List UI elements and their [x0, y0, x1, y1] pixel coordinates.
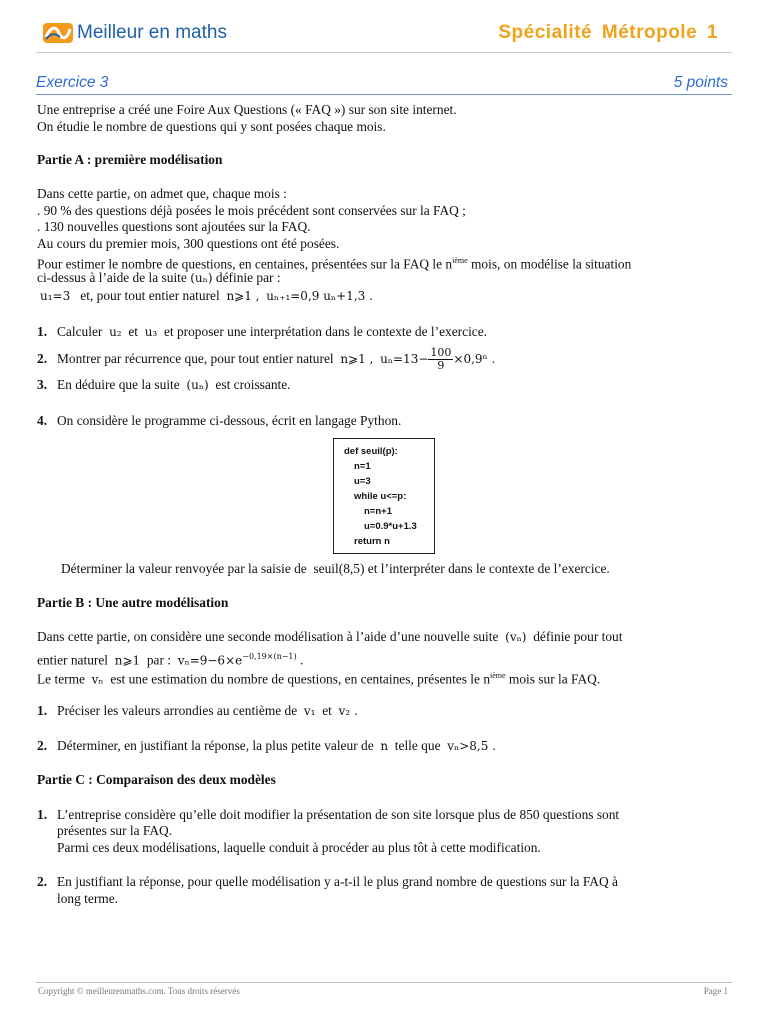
brand-name: Meilleur en maths [77, 22, 227, 43]
question-number: 1. [37, 703, 48, 718]
text-segment: est croissante. [215, 377, 291, 392]
code-line: return n [354, 536, 390, 547]
text-line: . 130 nouvelles questions sont ajoutées sur la FAQ. [37, 219, 311, 234]
text-line: long terme. [57, 891, 118, 906]
text-segment: et proposer une interprétation dans le contexte de l’exercice. [163, 324, 488, 339]
math-u3: u₃ [144, 325, 158, 339]
part-b-title: Partie B : Une autre modélisation [37, 595, 229, 610]
text-line [37, 668, 600, 687]
code-line: u=0.9*u+1.3 [364, 521, 417, 532]
code-line: u=3 [354, 476, 371, 487]
question-a4 [37, 413, 401, 429]
code-line: n=n+1 [364, 506, 392, 517]
text-segment: Préciser les valeurs arrondies au centième de [57, 703, 298, 718]
text-line: entier naturel n⩾1 par : $v_n=9-6\times e^{-0,19\times(n-1)}$ . [37, 652, 304, 668]
text-segment: Déterminer, en justifiant la réponse, la plus petite valeur de [57, 738, 374, 753]
intro-line: On étudie le nombre de questions qui y sont posées chaque mois. [37, 119, 386, 134]
text-segment: On considère le programme ci-dessous, écrit en langage Python. [57, 413, 402, 428]
math-exponent: −0,19×(n−1) [242, 652, 297, 661]
text-segment: Déterminer la valeur renvoyée par la saisie de [61, 561, 307, 576]
question-number: 2. [37, 738, 48, 753]
footer-copyright: Copyright © meilleurenmaths.com. Tous droits réservés [38, 986, 240, 996]
math-inequality: vₙ>8,5 . [447, 739, 496, 753]
text-line [40, 288, 373, 304]
math-n-ge-1: n⩾1 [114, 653, 141, 668]
text-segment: par : [146, 652, 172, 668]
question-c2 [37, 874, 618, 890]
text-segment: mois sur la FAQ. [505, 671, 601, 687]
math-n-ge-1: n⩾1 , [340, 352, 374, 366]
math-n-ge-1: n⩾1 , [226, 289, 260, 303]
math-call: seuil(8,5) [313, 561, 365, 576]
page-header [36, 18, 732, 54]
text-segment: mois, on modélise la situation [467, 256, 632, 272]
math-recurrence: uₙ₊₁=0,9 uₙ+1,3 . [266, 289, 373, 303]
question-a4-follow [61, 561, 610, 577]
text-segment: et, pour tout entier naturel [80, 288, 220, 303]
logo-icon [42, 22, 74, 44]
text-segment: telle que [394, 738, 441, 753]
part-c-title: Partie C : Comparaison des deux modèles [37, 772, 276, 787]
text-segment: définie pour tout [533, 629, 623, 644]
text-line: Parmi ces deux modélisations, laquelle conduit à procéder au plus tôt à cette modification. [57, 840, 541, 855]
text-line: présentes sur la FAQ. [57, 823, 173, 838]
superscript: ième [452, 256, 468, 265]
text-line: Dans cette partie, on admet que, chaque mois : [37, 186, 287, 201]
exercise-points: 5 points [673, 74, 728, 91]
text-segment: Pour estimer le nombre de questions, en centaines, présentées sur la FAQ le n [37, 256, 453, 272]
text-line: Au cours du premier mois, 300 questions ont été posées. [37, 236, 340, 251]
header-divider [36, 52, 732, 53]
text-line: . 90 % des questions déjà posées le mois précédent sont conservées sur la FAQ ; [37, 203, 466, 218]
math-seq-u: (uₙ) [186, 378, 209, 392]
question-a1 [37, 324, 487, 340]
footer-page: Page 1 [703, 986, 728, 996]
python-code-box [333, 438, 435, 554]
math-vn: vₙ [91, 672, 104, 687]
text-segment: est une estimation du nombre de questions, en centaines, présentes le n [110, 671, 491, 687]
header-title: Spécialité Métropole 1 [498, 22, 718, 43]
text-segment: Montrer par récurrence que, pour tout entier naturel [57, 351, 334, 366]
fraction-denominator: 9 [437, 359, 445, 373]
footer-divider [36, 982, 732, 983]
text-segment: définie par : [215, 270, 281, 285]
exercise-heading [36, 74, 732, 95]
math-closed-form: uₙ=13− [380, 352, 429, 366]
math-fraction [428, 347, 453, 372]
text-segment: L’entreprise considère qu’elle doit modifier la présentation de son site lorsque plus de 850 questions sont [57, 807, 620, 822]
math-seq-u: (uₙ) [190, 271, 213, 285]
text-segment: En justifiant la réponse, pour quelle modélisation y a-t-il le plus grand nombre de questions sur la FAQ à [57, 874, 618, 889]
text-segment: et l’interpréter dans le contexte de l’exercice. [367, 561, 610, 576]
question-number: 1. [37, 807, 48, 822]
question-number: 2. [37, 874, 48, 889]
question-a2 [37, 345, 495, 373]
superscript: ième [490, 671, 506, 680]
text-segment: ci-dessus à l’aide de la suite [37, 270, 187, 285]
math-closed-form: ×0,9ⁿ . [453, 352, 496, 366]
question-b1 [37, 703, 358, 719]
text-segment: et [322, 703, 332, 718]
text-segment: entier naturel [37, 652, 109, 668]
brand-logo [42, 22, 227, 44]
text-segment: En déduire que la suite [57, 377, 180, 392]
question-a3 [37, 377, 291, 393]
question-b2 [37, 738, 496, 754]
question-number: 2. [37, 351, 48, 366]
text-segment: Le terme [37, 671, 85, 687]
code-line: while u<=p: [354, 491, 407, 502]
part-a-title: Partie A : première modélisation [37, 152, 223, 167]
question-number: 1. [37, 324, 48, 339]
fraction-numerator: 100 [430, 346, 452, 360]
text-line [37, 629, 622, 645]
text-line [37, 270, 281, 286]
text-segment: Calculer [57, 324, 103, 339]
math-u2: u₂ [109, 325, 122, 339]
math-v2: v₂ . [338, 704, 358, 718]
math-vn-formula: vₙ=9−6×e [177, 653, 243, 668]
question-number: 3. [37, 377, 48, 392]
math-v1: v₁ [303, 704, 316, 718]
math-n: n [380, 739, 389, 753]
math-seq-v: (vₙ) [505, 630, 527, 644]
question-number: 4. [37, 413, 48, 428]
text-segment: Dans cette partie, on considère une seconde modélisation à l’aide d’une nouvelle suite [37, 629, 499, 644]
code-line: def seuil(p): [344, 446, 398, 457]
exercise-title: Exercice 3 [36, 74, 109, 91]
question-c1 [37, 807, 619, 823]
code-line: n=1 [354, 461, 371, 472]
intro-line: Une entreprise a créé une Foire Aux Questions (« FAQ ») sur son site internet. [37, 102, 457, 117]
text-segment: et [128, 324, 138, 339]
math-u1: u₁=3 [40, 289, 71, 303]
